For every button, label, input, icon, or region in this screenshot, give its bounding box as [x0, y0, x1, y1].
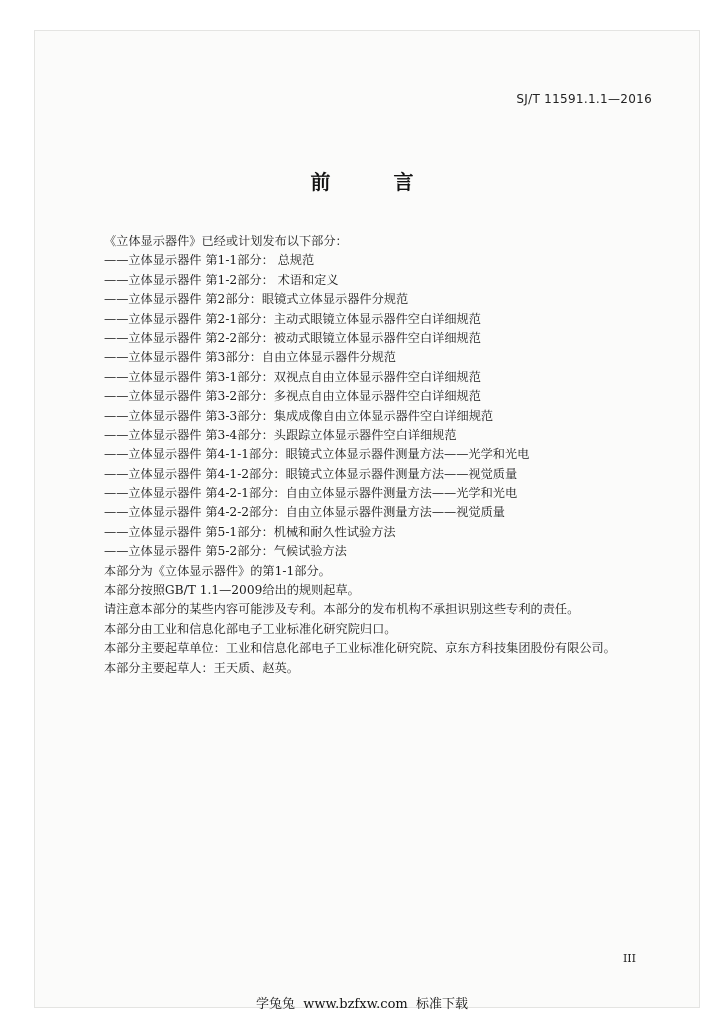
paragraph: 本部分按照GB/T 1.1—2009给出的规则起草。: [104, 583, 360, 598]
paragraph: 本部分由工业和信息化部电子工业标准化研究院归口。: [104, 621, 397, 636]
list-item: ——立体显示器件 第3-1部分：双视点自由立体显示器件空白详细规范: [104, 369, 481, 384]
page-number: III: [622, 952, 636, 965]
page-title: 前 言: [310, 170, 442, 194]
standard-code: SJ/T 11591.1.1—2016: [516, 92, 652, 106]
site-watermark: 学兔兔 www.bzfxw.com 标准下载: [256, 997, 468, 1012]
list-item: ——立体显示器件 第5-2部分：气候试验方法: [104, 544, 347, 559]
list-item: ——立体显示器件 第4-1-2部分：眼镜式立体显示器件测量方法——视觉质量: [104, 466, 518, 481]
list-item: ——立体显示器件 第2部分：眼镜式立体显示器件分规范: [104, 292, 409, 307]
list-item: ——立体显示器件 第2-2部分：被动式眼镜立体显示器件空白详细规范: [104, 330, 481, 345]
list-item: ——立体显示器件 第4-2-1部分：自由立体显示器件测量方法——光学和光电: [104, 486, 518, 501]
list-item: ——立体显示器件 第1-2部分： 术语和定义: [104, 272, 339, 287]
list-item: ——立体显示器件 第1-1部分： 总规范: [104, 253, 315, 268]
list-item: ——立体显示器件 第3-3部分：集成成像自由立体显示器件空白详细规范: [104, 408, 494, 423]
list-item: ——立体显示器件 第3-2部分：多视点自由立体显示器件空白详细规范: [104, 389, 481, 404]
list-item: ——立体显示器件 第3-4部分：头跟踪立体显示器件空白详细规范: [104, 427, 457, 442]
list-item: ——立体显示器件 第2-1部分：主动式眼镜立体显示器件空白详细规范: [104, 311, 481, 326]
foreword-body: [104, 232, 664, 678]
paragraph: 本部分主要起草单位：工业和信息化部电子工业标准化研究院、京东方科技集团股份有限公司。: [104, 641, 616, 656]
list-item: ——立体显示器件 第3部分：自由立体显示器件分规范: [104, 350, 396, 365]
list-item: ——立体显示器件 第5-1部分：机械和耐久性试验方法: [104, 524, 396, 539]
intro-line: 《立体显示器件》已经或计划发布以下部分：: [104, 234, 348, 248]
list-item: ——立体显示器件 第4-2-2部分：自由立体显示器件测量方法——视觉质量: [104, 505, 505, 520]
paragraph: 本部分主要起草人：王天质、赵英。: [104, 660, 299, 675]
paragraph: 本部分为《立体显示器件》的第1-1部分。: [104, 563, 331, 578]
parts-list: [104, 251, 664, 561]
list-item: ——立体显示器件 第4-1-1部分：眼镜式立体显示器件测量方法——光学和光电: [104, 447, 530, 462]
paragraph: 请注意本部分的某些内容可能涉及专利。本部分的发布机构不承担识别这些专利的责任。: [104, 602, 580, 617]
